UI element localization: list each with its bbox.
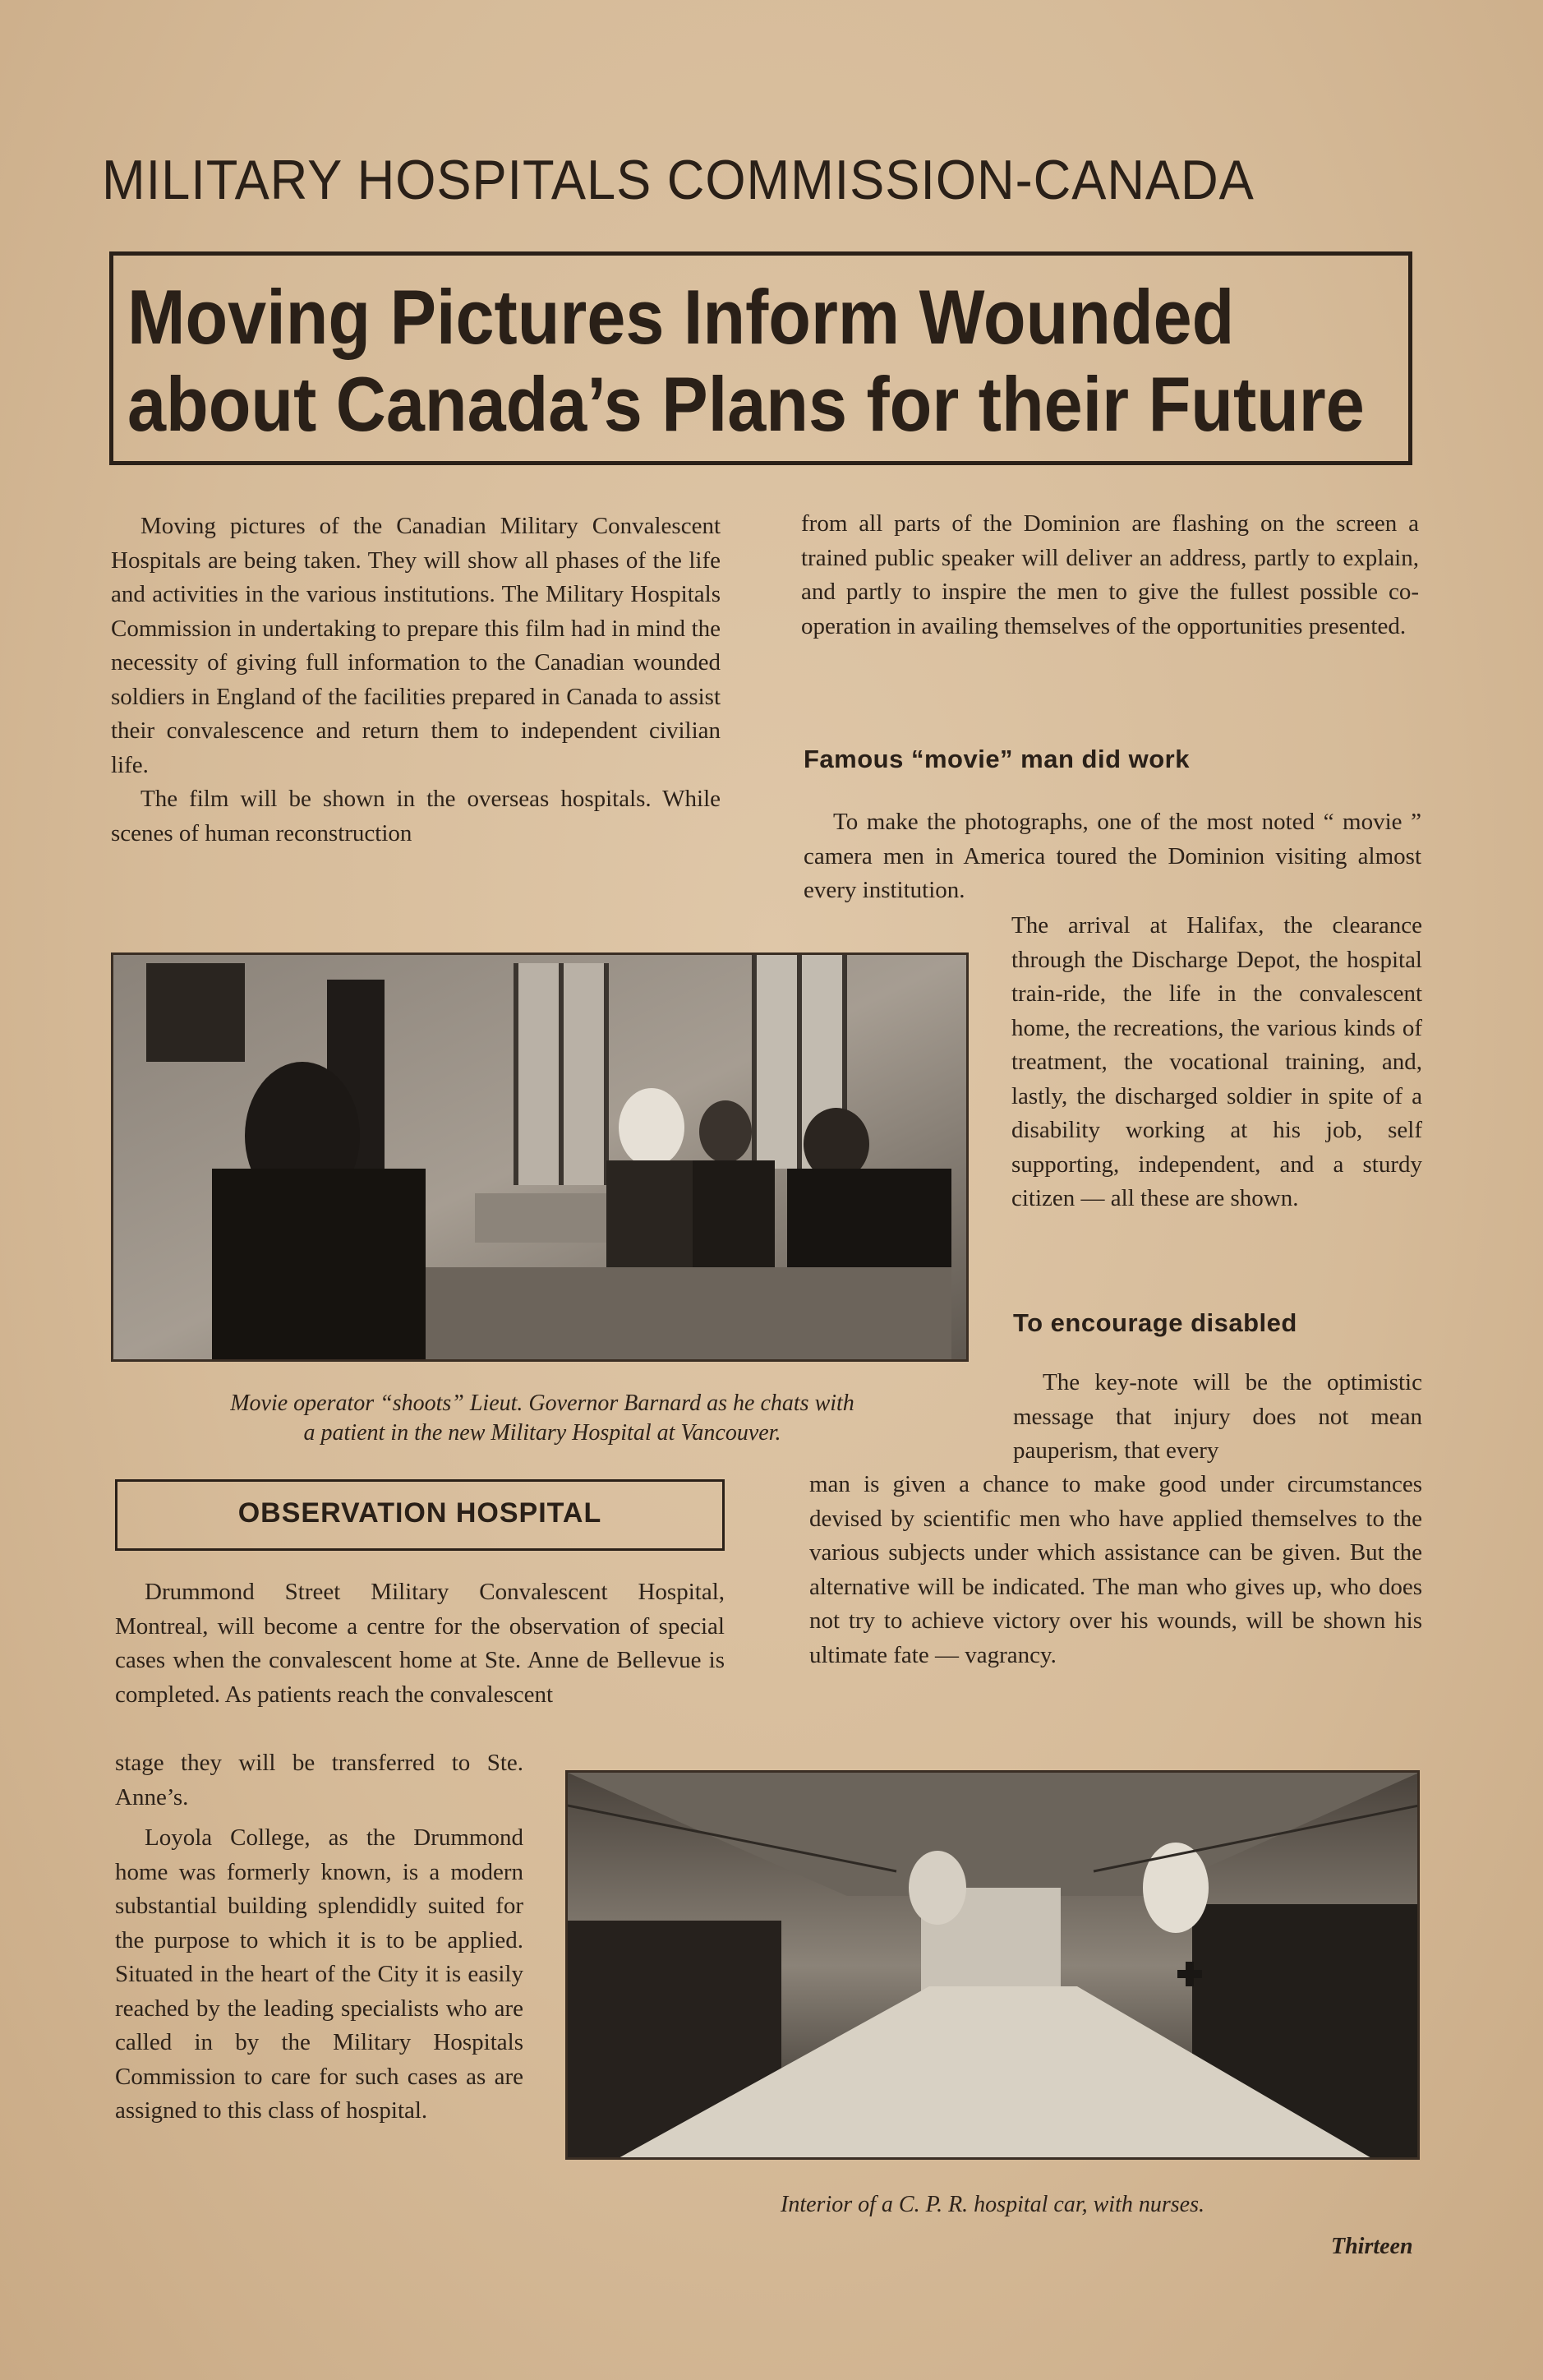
observation-text-1: Drummond Street Military Convalescent Hospital, Montreal, will become a centre for the observation of special cases when the convalescent home at Ste. Anne de Bellevue is completed. As patients reach the convalescent [115, 1579, 725, 1708]
encourage-continued-paragraph [809, 1468, 1422, 1672]
photo-caption-2: Interior of a C. P. R. hospital car, with nurses. [781, 2192, 1204, 2217]
intro-paragraph-1: Moving pictures of the Canadian Military Convalescent Hospitals are being taken. They will show all phases of the life and activities in the various institutions. The Military Hospitals Commission in undertaking to prepare this film had in mind the necessity of giving full information to the Canadian wounded soldiers in England of the facilities prepared in Canada to assist their convalescence and return them to independent civilian life. [111, 513, 721, 778]
page-number: Thirteen [1331, 2234, 1413, 2259]
intro-paragraph-2: The film will be shown in the overseas hospitals. While scenes of human reconstruction [111, 786, 721, 846]
movie-man-narrow-paragraph [1011, 909, 1422, 1216]
movie-man-narrow-text: The arrival at Halifax, the clearance through the Discharge Depot, the hospital train-ride, the life in the convalescent home, the recreations, the various kinds of treatment, the vocational training, and, lastly, the discharged soldier in spite of a disability working at his job, self supporting, independent, and a sturdy citizen — all these are shown. [1011, 912, 1422, 1211]
observation-heading: OBSERVATION HOSPITAL [237, 1497, 602, 1529]
observation-text-2: Loyola College, as the Drummond home was formerly known, is a modern substantial building splendidly suited for the purpose to which it is to be applied. Situated in the heart of the City it is easily reached by the leading specialists who are called in by the Military Hospitals Commission to care for such cases as are assigned to this class of hospital. [115, 1824, 523, 2124]
encourage-continued-text: man is given a chance to make good under circumstances devised by scientific men who have applied themselves to the various subjects under which assistance can be given. But the alternative will be indicated. The man who gives up, who does not try to achieve victory over his wounds, will be shown his ultimate fate — vagrancy. [809, 1471, 1422, 1668]
photo-caption-1 [115, 1389, 970, 1448]
photo-hospital-car [565, 1770, 1420, 2160]
observation-paragraph [115, 1575, 725, 1712]
observation-narrow-column [115, 1746, 523, 2129]
masthead: MILITARY HOSPITALS COMMISSION-CANADA [102, 149, 1255, 211]
caption-1-line-2: a patient in the new Military Hospital at Vancouver. [303, 1420, 781, 1446]
subheading-movie-man: Famous “movie” man did work [804, 745, 1190, 773]
movie-man-paragraph [804, 805, 1421, 908]
intro-right-paragraph: from all parts of the Dominion are flashing on the screen a trained public speaker will deliver an address, partly to explain, and partly to inspire the men to give the fullest possible co-operation in availing themselves of the opportunities presented. [801, 510, 1419, 639]
intro-right-column [801, 507, 1419, 643]
caption-1-line-1: Movie operator “shoots” Lieut. Governor Barnard as he chats with [230, 1391, 854, 1416]
movie-man-text: To make the photographs, one of the most noted “ movie ” camera men in America toured the Dominion visiting almost every institution. [804, 809, 1421, 903]
observation-text-1-cont: stage they will be transferred to Ste. Anne’s. [115, 1750, 523, 1810]
photo-movie-operator [111, 952, 969, 1362]
encourage-narrow-text: The key-note will be the optimistic message that injury does not mean pauperism, that every [1013, 1369, 1422, 1464]
headline-line-1: Moving Pictures Inform Wounded [127, 274, 1235, 360]
headline-line-2: about Canada’s Plans for their Future [127, 361, 1365, 447]
encourage-narrow-paragraph [1013, 1366, 1422, 1469]
intro-left-column [111, 510, 721, 851]
movie-scene-image [113, 955, 968, 1361]
hospital-car-image [568, 1773, 1419, 2159]
subheading-encourage: To encourage disabled [1013, 1308, 1297, 1337]
